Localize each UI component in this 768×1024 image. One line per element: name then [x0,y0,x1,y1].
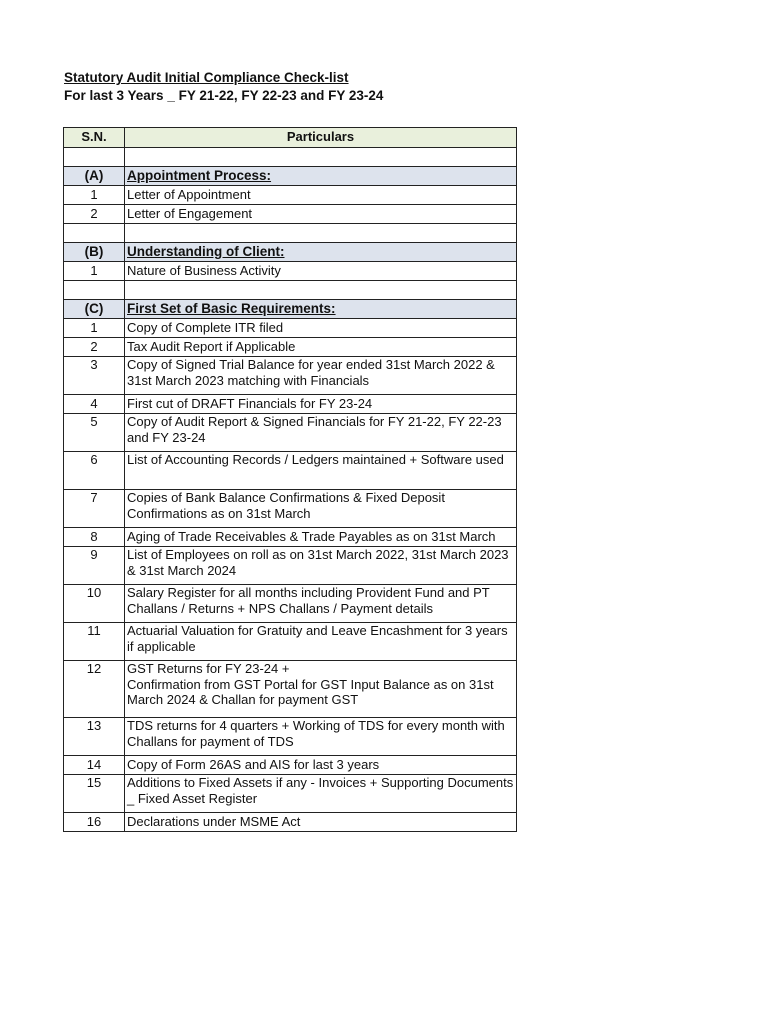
table-row [64,452,517,490]
item-text: Aging of Trade Receivables & Trade Payables as on 31st March [125,528,517,547]
item-text: TDS returns for 4 quarters + Working of TDS for every month with Challans for payment of TDS [125,718,517,756]
item-text: Tax Audit Report if Applicable [125,338,517,357]
section-code: (A) [64,167,125,186]
item-text: List of Employees on roll as on 31st March 2022, 31st March 2023 & 31st March 2024 [125,547,517,585]
table-row [64,813,517,832]
table-row [64,775,517,813]
document-subtitle: For last 3 Years _ FY 21-22, FY 22-23 and FY 23-24 [64,88,384,103]
table-row [64,414,517,452]
item-sn: 2 [64,205,125,224]
blank-row [64,148,517,167]
table-row [64,661,517,718]
document-title: Statutory Audit Initial Compliance Check-list [64,70,349,85]
checklist-table [63,127,517,832]
item-sn: 9 [64,547,125,585]
section-code: (C) [64,300,125,319]
table-row [64,319,517,338]
table-row [64,756,517,775]
section-title: Appointment Process: [125,167,517,186]
item-sn: 1 [64,186,125,205]
item-sn: 1 [64,319,125,338]
header-sn: S.N. [64,128,125,148]
blank-row [64,224,517,243]
table-row [64,585,517,623]
item-sn: 15 [64,775,125,813]
table-row [64,186,517,205]
item-sn: 14 [64,756,125,775]
item-text: GST Returns for FY 23-24 + Confirmation from GST Portal for GST Input Balance as on 31st March 2024 & Challan for payment GST [125,661,517,718]
section-title: Understanding of Client: [125,243,517,262]
table-row [64,490,517,528]
item-text: List of Accounting Records / Ledgers maintained + Software used [125,452,517,490]
item-text: Letter of Engagement [125,205,517,224]
table-row [64,357,517,395]
item-text: Copy of Audit Report & Signed Financials for FY 21-22, FY 22-23 and FY 23-24 [125,414,517,452]
table-row [64,338,517,357]
item-sn: 5 [64,414,125,452]
item-text: Copy of Complete ITR filed [125,319,517,338]
section-row-b [64,243,517,262]
item-sn: 8 [64,528,125,547]
item-text: Letter of Appointment [125,186,517,205]
header-particulars: Particulars [125,128,517,148]
item-text: First cut of DRAFT Financials for FY 23-24 [125,395,517,414]
item-sn: 13 [64,718,125,756]
item-text: Copies of Bank Balance Confirmations & Fixed Deposit Confirmations as on 31st March [125,490,517,528]
item-text: Additions to Fixed Assets if any - Invoices + Supporting Documents _ Fixed Asset Register [125,775,517,813]
blank-row [64,281,517,300]
header-row [64,128,517,148]
table-row [64,718,517,756]
document-header [64,69,383,105]
section-row-c [64,300,517,319]
item-text: Actuarial Valuation for Gratuity and Leave Encashment for 3 years if applicable [125,623,517,661]
item-text: Copy of Signed Trial Balance for year ended 31st March 2022 & 31st March 2023 matching with Financials [125,357,517,395]
table-row [64,395,517,414]
item-sn: 1 [64,262,125,281]
section-title: First Set of Basic Requirements: [125,300,517,319]
item-sn: 11 [64,623,125,661]
item-text: Nature of Business Activity [125,262,517,281]
item-sn: 7 [64,490,125,528]
table-row [64,262,517,281]
item-sn: 16 [64,813,125,832]
table-row [64,205,517,224]
item-text: Salary Register for all months including Provident Fund and PT Challans / Returns + NPS Challans / Payment details [125,585,517,623]
table-row [64,528,517,547]
item-sn: 12 [64,661,125,718]
item-text: Declarations under MSME Act [125,813,517,832]
item-text: Copy of Form 26AS and AIS for last 3 years [125,756,517,775]
section-row-a [64,167,517,186]
item-sn: 4 [64,395,125,414]
table-row [64,623,517,661]
table-row [64,547,517,585]
item-sn: 6 [64,452,125,490]
item-sn: 10 [64,585,125,623]
item-sn: 2 [64,338,125,357]
item-sn: 3 [64,357,125,395]
section-code: (B) [64,243,125,262]
